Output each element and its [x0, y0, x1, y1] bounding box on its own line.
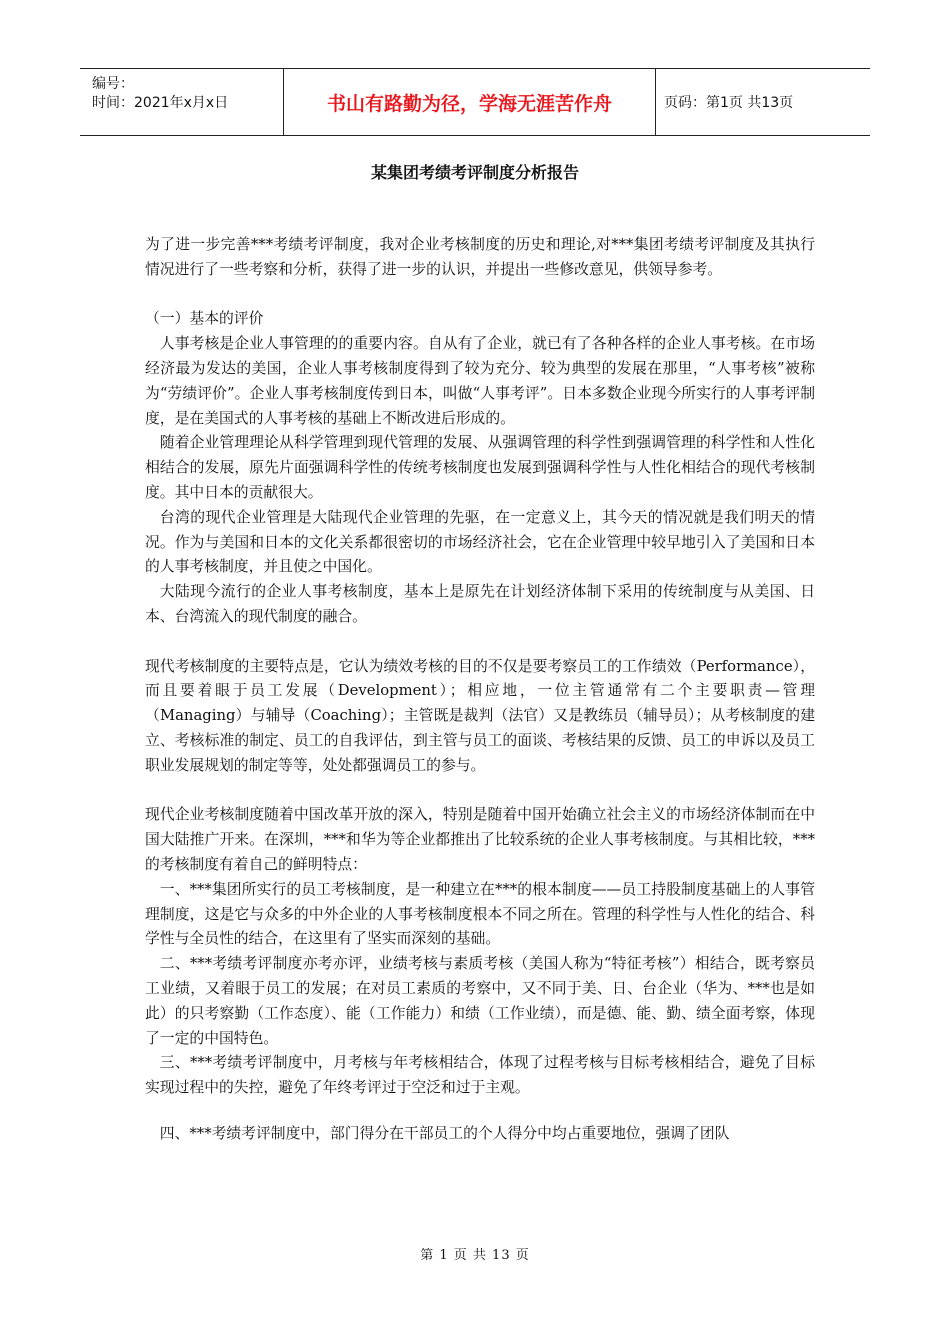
- number-label: 编号：: [92, 76, 134, 92]
- section-heading: （一）基本的评价: [145, 310, 264, 328]
- paragraph: 台湾的现代企业管理是大陆现代企业管理的先驱，在一定意义上，其今天的情况就是我们明天的情况。作为与美国和日本的文化关系都很密切的市场经济社会，它在企业管理中较早地引入了美国和日本的人事考核制度，并且使之中国化。: [145, 508, 815, 576]
- document-title: 某集团考绩考评制度分析报告: [370, 163, 579, 182]
- list-item: 四、***考绩考评制度中，部门得分在干部员工的个人得分中均占重要地位，强调了团队: [159, 1124, 730, 1142]
- intro-paragraph: 为了进一步完善***考绩考评制度，我对企业考核制度的历史和理论,对***集团考绩考评制度及其执行情况进行了一些考察和分析，获得了进一步的认识，并提出一些修改意见，供领导参考。: [145, 236, 815, 278]
- list-item: 三、***考绩考评制度中，月考核与年考核相结合，体现了过程考核与目标考核相结合，避免了目标实现过程中的失控，避免了年终考评过于空泛和过于主观。: [145, 1054, 815, 1097]
- page-footer: 第 1 页 共 13 页: [420, 1248, 530, 1263]
- list-item: 一、***集团所实行的员工考核制度，是一种建立在***的根本制度——员工持股制度基础上的人事管理制度，这是它与众多的中外企业的人事考核制度根本不同之所在。管理的科学性与人性化的结合、科学性与全员性的结合，在这里有了坚实而深刻的基础。: [145, 880, 815, 948]
- paragraph: 大陆现今流行的企业人事考核制度，基本上是原先在计划经济体制下采用的传统制度与从美国、日本、台湾流入的现代制度的融合。: [145, 583, 815, 625]
- paragraph: 随着企业管理理论从科学管理到现代管理的发展、从强调管理的科学性到强调管理的科学性和人性化相结合的发展，原先片面强调科学性的传统考核制度也发展到强调科学性与人性化相结合的现代考核制度。其中日本的贡献很大。: [145, 434, 815, 501]
- header-motto: 书山有路勤为径，学海无涯苦作舟: [283, 69, 656, 135]
- list-item: 二、***考绩考评制度亦考亦评，业绩考核与素质考核（美国人称为“特征考核”）相结合，既考察员工业绩，又着眼于员工的发展；在对员工素质的考察中，又不同于美、日、台企业（华为、***也是如此）的只考察勤（工作态度）、能（工作能力）和绩（工作业绩），而是德、能、勤、绩全面考察，体现了一定的中国特色。: [145, 955, 815, 1047]
- paragraph: 现代考核制度的主要特点是，它认为绩效考核的目的不仅是要考察员工的工作绩效（Performance），而且要着眼于员工发展（Development）；相应地，一位主管通常有二个主要职责—管理（Managing）与辅导（Coaching）；主管既是裁判（法官）又是教练员（辅导员）；从考核制度的建立、考核标准的制定、员工的自我评估，到主管与员工的面谈、考核结果的反馈、员工的申诉以及员工职业发展规划的制定等等，处处都强调员工的参与。: [145, 657, 815, 774]
- document-body: [145, 233, 815, 1147]
- page-header: [80, 68, 870, 136]
- paragraph: 人事考核是企业人事管理的的重要内容。自从有了企业，就已有了各种各样的企业人事考核。在市场经济最为发达的美国，企业人事考核制度得到了较为充分、较为典型的发展在那里，“人事考核”被称为“劳绩评价”。企业人事考核制度传到日本，叫做“人事考评”。日本多数企业现今所实行的人事考评制度，是在美国式的人事考核的基础上不断改进后形成的。: [145, 335, 815, 427]
- paragraph: 现代企业考核制度随着中国改革开放的深入，特别是随着中国开始确立社会主义的市场经济体制而在中国大陆推广开来。在深圳，***和华为等企业都推出了比较系统的企业人事考核制度。与其相比较，***的考核制度有着自己的鲜明特点：: [145, 806, 815, 873]
- header-page-info: 页码：第1页 共13页: [664, 95, 794, 111]
- date-label: 时间：2021年x月x日: [92, 95, 229, 111]
- header-meta: [80, 69, 283, 135]
